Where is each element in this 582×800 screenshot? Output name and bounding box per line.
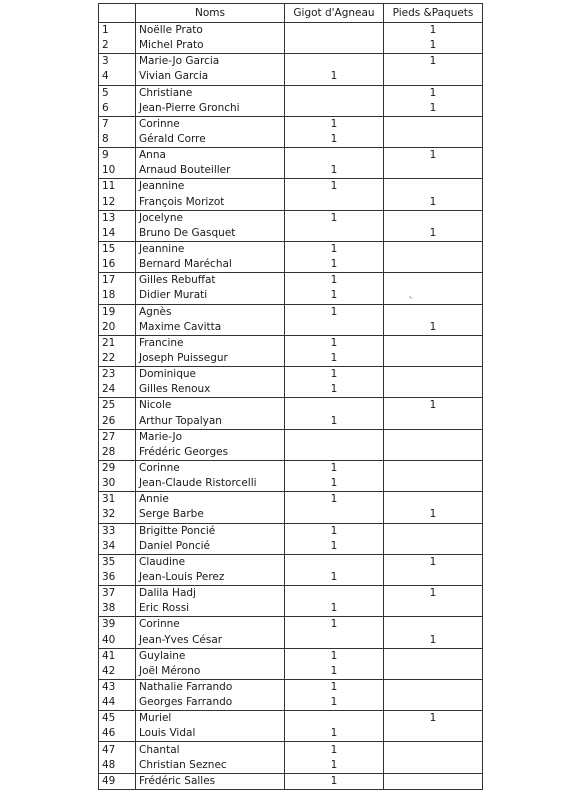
table-row xyxy=(99,601,483,617)
row-pieds-qty xyxy=(384,304,483,320)
table-row xyxy=(99,23,483,39)
table-row xyxy=(99,586,483,602)
row-pieds-qty xyxy=(384,445,483,461)
row-name: Jean-Yves César xyxy=(136,632,285,648)
row-number: 26 xyxy=(99,414,136,430)
row-name: Corinne xyxy=(136,617,285,633)
table-row xyxy=(99,570,483,586)
row-gigot-qty xyxy=(285,554,384,570)
row-number: 39 xyxy=(99,617,136,633)
table-row xyxy=(99,288,483,304)
row-name: Annie xyxy=(136,492,285,508)
table-row xyxy=(99,148,483,164)
table-row xyxy=(99,742,483,758)
table-row xyxy=(99,523,483,539)
row-name: Francine xyxy=(136,335,285,351)
table-row xyxy=(99,257,483,273)
row-number: 37 xyxy=(99,586,136,602)
row-number: 21 xyxy=(99,335,136,351)
row-pieds-qty: 1 xyxy=(384,23,483,39)
row-gigot-qty: 1 xyxy=(285,726,384,742)
table-row xyxy=(99,163,483,179)
row-number: 22 xyxy=(99,351,136,367)
row-gigot-qty: 1 xyxy=(285,742,384,758)
row-pieds-qty: 1 xyxy=(384,101,483,117)
table-row xyxy=(99,335,483,351)
row-pieds-qty xyxy=(384,601,483,617)
row-pieds-qty xyxy=(384,132,483,148)
table-row xyxy=(99,632,483,648)
row-pieds-qty xyxy=(384,460,483,476)
row-number: 38 xyxy=(99,601,136,617)
orders-table xyxy=(98,3,483,790)
row-gigot-qty xyxy=(285,586,384,602)
row-gigot-qty xyxy=(285,632,384,648)
table-header xyxy=(99,4,483,23)
header-row xyxy=(99,4,483,23)
row-pieds-qty xyxy=(384,210,483,226)
row-name: Guylaine xyxy=(136,648,285,664)
row-pieds-qty: 1 xyxy=(384,398,483,414)
table-row xyxy=(99,679,483,695)
row-gigot-qty: 1 xyxy=(285,163,384,179)
row-number: 10 xyxy=(99,163,136,179)
row-pieds-qty xyxy=(384,523,483,539)
row-name: Claudine xyxy=(136,554,285,570)
row-gigot-qty: 1 xyxy=(285,679,384,695)
row-number: 40 xyxy=(99,632,136,648)
row-pieds-qty xyxy=(384,163,483,179)
row-name: Chantal xyxy=(136,742,285,758)
row-gigot-qty xyxy=(285,148,384,164)
row-number: 14 xyxy=(99,226,136,242)
row-name: François Morizot xyxy=(136,195,285,211)
table-row xyxy=(99,758,483,774)
row-name: Anna xyxy=(136,148,285,164)
row-pieds-qty xyxy=(384,69,483,85)
row-gigot-qty: 1 xyxy=(285,648,384,664)
row-pieds-qty xyxy=(384,726,483,742)
row-name: Michel Prato xyxy=(136,38,285,54)
row-pieds-qty: 1 xyxy=(384,226,483,242)
row-number: 28 xyxy=(99,445,136,461)
row-name: Corinne xyxy=(136,460,285,476)
row-pieds-qty xyxy=(384,414,483,430)
table-row xyxy=(99,241,483,257)
table-row xyxy=(99,695,483,711)
row-pieds-qty xyxy=(384,570,483,586)
row-number: 6 xyxy=(99,101,136,117)
row-number: 25 xyxy=(99,398,136,414)
row-pieds-qty: 1 xyxy=(384,54,483,70)
row-name: Noëlle Prato xyxy=(136,23,285,39)
row-gigot-qty: 1 xyxy=(285,773,384,789)
table-row xyxy=(99,476,483,492)
row-pieds-qty xyxy=(384,257,483,273)
table-row xyxy=(99,367,483,383)
table-row xyxy=(99,492,483,508)
row-gigot-qty xyxy=(285,101,384,117)
row-name: Georges Farrando xyxy=(136,695,285,711)
row-gigot-qty: 1 xyxy=(285,758,384,774)
row-pieds-qty: 1 xyxy=(384,711,483,727)
row-pieds-qty xyxy=(384,335,483,351)
row-name: Serge Barbe xyxy=(136,507,285,523)
row-number: 46 xyxy=(99,726,136,742)
row-number: 34 xyxy=(99,539,136,555)
row-gigot-qty: 1 xyxy=(285,304,384,320)
row-name: Frédéric Salles xyxy=(136,773,285,789)
row-gigot-qty: 1 xyxy=(285,539,384,555)
row-number: 3 xyxy=(99,54,136,70)
row-name: Gérald Corre xyxy=(136,132,285,148)
row-number: 32 xyxy=(99,507,136,523)
row-pieds-qty xyxy=(384,288,483,304)
row-name: Bruno De Gasquet xyxy=(136,226,285,242)
row-gigot-qty xyxy=(285,320,384,336)
row-name: Christiane xyxy=(136,85,285,101)
row-name: Arnaud Bouteiller xyxy=(136,163,285,179)
row-number: 29 xyxy=(99,460,136,476)
row-gigot-qty: 1 xyxy=(285,570,384,586)
table-row xyxy=(99,69,483,85)
table-row xyxy=(99,773,483,789)
row-name: Brigitte Poncié xyxy=(136,523,285,539)
header-gigot: Gigot d'Agneau xyxy=(285,4,384,23)
row-number: 43 xyxy=(99,679,136,695)
row-gigot-qty: 1 xyxy=(285,351,384,367)
row-gigot-qty: 1 xyxy=(285,382,384,398)
table-row xyxy=(99,711,483,727)
row-name: Gilles Renoux xyxy=(136,382,285,398)
row-pieds-qty xyxy=(384,617,483,633)
row-name: Didier Murati xyxy=(136,288,285,304)
table-row xyxy=(99,132,483,148)
table-row xyxy=(99,554,483,570)
row-number: 16 xyxy=(99,257,136,273)
row-gigot-qty: 1 xyxy=(285,695,384,711)
row-pieds-qty xyxy=(384,648,483,664)
row-name: Christian Seznec xyxy=(136,758,285,774)
row-pieds-qty: 1 xyxy=(384,554,483,570)
row-name: Jean-Pierre Gronchi xyxy=(136,101,285,117)
row-number: 1 xyxy=(99,23,136,39)
row-number: 41 xyxy=(99,648,136,664)
row-name: Dominique xyxy=(136,367,285,383)
row-pieds-qty: 1 xyxy=(384,320,483,336)
row-name: Gilles Rebuffat xyxy=(136,273,285,289)
row-number: 15 xyxy=(99,241,136,257)
row-name: Jocelyne xyxy=(136,210,285,226)
row-name: Agnès xyxy=(136,304,285,320)
row-gigot-qty xyxy=(285,226,384,242)
row-name: Jean-Louis Perez xyxy=(136,570,285,586)
row-pieds-qty xyxy=(384,476,483,492)
row-number: 44 xyxy=(99,695,136,711)
row-gigot-qty: 1 xyxy=(285,69,384,85)
row-pieds-qty: 1 xyxy=(384,632,483,648)
row-number: 24 xyxy=(99,382,136,398)
row-gigot-qty xyxy=(285,429,384,445)
row-name: Eric Rossi xyxy=(136,601,285,617)
row-pieds-qty xyxy=(384,351,483,367)
row-name: Maxime Cavitta xyxy=(136,320,285,336)
row-number: 48 xyxy=(99,758,136,774)
table-row xyxy=(99,304,483,320)
table-row xyxy=(99,460,483,476)
row-number: 42 xyxy=(99,664,136,680)
row-gigot-qty: 1 xyxy=(285,116,384,132)
row-gigot-qty: 1 xyxy=(285,414,384,430)
table-row xyxy=(99,226,483,242)
row-name: Nathalie Farrando xyxy=(136,679,285,695)
table-row xyxy=(99,320,483,336)
row-name: Marie-Jo xyxy=(136,429,285,445)
row-number: 36 xyxy=(99,570,136,586)
row-gigot-qty xyxy=(285,85,384,101)
row-number: 20 xyxy=(99,320,136,336)
table-row xyxy=(99,414,483,430)
row-name: Arthur Topalyan xyxy=(136,414,285,430)
table-row xyxy=(99,617,483,633)
row-gigot-qty: 1 xyxy=(285,179,384,195)
row-pieds-qty xyxy=(384,179,483,195)
row-name: Dalila Hadj xyxy=(136,586,285,602)
row-number: 18 xyxy=(99,288,136,304)
row-pieds-qty xyxy=(384,241,483,257)
row-number: 31 xyxy=(99,492,136,508)
row-gigot-qty: 1 xyxy=(285,476,384,492)
row-name: Frédéric Georges xyxy=(136,445,285,461)
row-number: 27 xyxy=(99,429,136,445)
row-number: 2 xyxy=(99,38,136,54)
row-number: 8 xyxy=(99,132,136,148)
row-pieds-qty xyxy=(384,382,483,398)
row-number: 9 xyxy=(99,148,136,164)
table-row xyxy=(99,507,483,523)
row-pieds-qty xyxy=(384,539,483,555)
row-gigot-qty: 1 xyxy=(285,335,384,351)
row-number: 4 xyxy=(99,69,136,85)
row-pieds-qty: 1 xyxy=(384,586,483,602)
table-row xyxy=(99,539,483,555)
row-pieds-qty: 1 xyxy=(384,195,483,211)
row-number: 47 xyxy=(99,742,136,758)
row-number: 7 xyxy=(99,116,136,132)
row-pieds-qty: 1 xyxy=(384,507,483,523)
row-name: Nicole xyxy=(136,398,285,414)
row-pieds-qty xyxy=(384,742,483,758)
row-gigot-qty xyxy=(285,195,384,211)
row-pieds-qty xyxy=(384,492,483,508)
table-row xyxy=(99,351,483,367)
row-number: 11 xyxy=(99,179,136,195)
header-names: Noms xyxy=(136,4,285,23)
row-gigot-qty xyxy=(285,507,384,523)
row-pieds-qty xyxy=(384,758,483,774)
row-gigot-qty: 1 xyxy=(285,460,384,476)
row-pieds-qty xyxy=(384,679,483,695)
header-number xyxy=(99,4,136,23)
table-row xyxy=(99,54,483,70)
row-name: Daniel Poncié xyxy=(136,539,285,555)
table-row xyxy=(99,429,483,445)
row-number: 19 xyxy=(99,304,136,320)
table-row xyxy=(99,273,483,289)
row-number: 35 xyxy=(99,554,136,570)
table-row xyxy=(99,101,483,117)
row-number: 49 xyxy=(99,773,136,789)
row-name: Jean-Claude Ristorcelli xyxy=(136,476,285,492)
row-pieds-qty xyxy=(384,773,483,789)
table-row xyxy=(99,648,483,664)
row-name: Muriel xyxy=(136,711,285,727)
table-row xyxy=(99,116,483,132)
row-number: 12 xyxy=(99,195,136,211)
row-pieds-qty xyxy=(384,367,483,383)
row-name: Marie-Jo Garcia xyxy=(136,54,285,70)
table-body xyxy=(99,23,483,790)
header-pieds: Pieds &Paquets xyxy=(384,4,483,23)
row-number: 45 xyxy=(99,711,136,727)
table-row xyxy=(99,382,483,398)
table-row xyxy=(99,664,483,680)
row-pieds-qty xyxy=(384,429,483,445)
table-row xyxy=(99,445,483,461)
row-gigot-qty: 1 xyxy=(285,210,384,226)
row-gigot-qty xyxy=(285,38,384,54)
row-pieds-qty: 1 xyxy=(384,38,483,54)
row-name: Louis Vidal xyxy=(136,726,285,742)
row-pieds-qty xyxy=(384,273,483,289)
row-number: 13 xyxy=(99,210,136,226)
row-gigot-qty: 1 xyxy=(285,523,384,539)
row-name: Joël Mérono xyxy=(136,664,285,680)
table-row xyxy=(99,195,483,211)
row-name: Jeannine xyxy=(136,179,285,195)
table-row xyxy=(99,726,483,742)
row-gigot-qty: 1 xyxy=(285,288,384,304)
row-gigot-qty xyxy=(285,711,384,727)
row-pieds-qty xyxy=(384,695,483,711)
row-gigot-qty: 1 xyxy=(285,492,384,508)
table-row xyxy=(99,398,483,414)
row-gigot-qty xyxy=(285,54,384,70)
row-gigot-qty xyxy=(285,445,384,461)
row-pieds-qty: 1 xyxy=(384,85,483,101)
row-gigot-qty: 1 xyxy=(285,664,384,680)
row-name: Vivian Garcia xyxy=(136,69,285,85)
row-number: 23 xyxy=(99,367,136,383)
row-number: 17 xyxy=(99,273,136,289)
row-gigot-qty: 1 xyxy=(285,241,384,257)
row-name: Bernard Maréchal xyxy=(136,257,285,273)
row-name: Joseph Puissegur xyxy=(136,351,285,367)
row-number: 33 xyxy=(99,523,136,539)
row-gigot-qty xyxy=(285,23,384,39)
row-gigot-qty: 1 xyxy=(285,132,384,148)
row-gigot-qty: 1 xyxy=(285,273,384,289)
row-gigot-qty: 1 xyxy=(285,601,384,617)
row-pieds-qty: 1 xyxy=(384,148,483,164)
row-gigot-qty: 1 xyxy=(285,617,384,633)
row-name: Jeannine xyxy=(136,241,285,257)
row-number: 5 xyxy=(99,85,136,101)
row-pieds-qty xyxy=(384,116,483,132)
row-gigot-qty xyxy=(285,398,384,414)
row-number: 30 xyxy=(99,476,136,492)
row-name: Corinne xyxy=(136,116,285,132)
row-gigot-qty: 1 xyxy=(285,367,384,383)
table-row xyxy=(99,179,483,195)
table-row xyxy=(99,85,483,101)
table-row xyxy=(99,38,483,54)
table-row xyxy=(99,210,483,226)
row-pieds-qty xyxy=(384,664,483,680)
row-gigot-qty: 1 xyxy=(285,257,384,273)
